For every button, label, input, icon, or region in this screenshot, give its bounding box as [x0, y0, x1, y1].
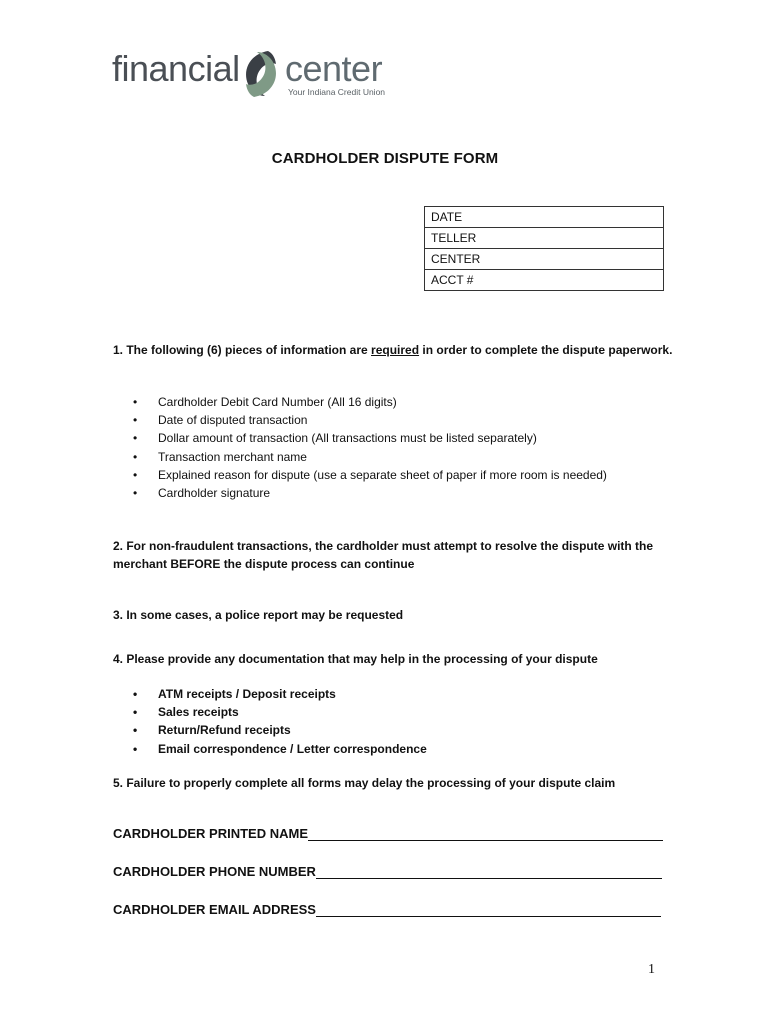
list-item: • Return/Refund receipts — [113, 721, 673, 739]
phone-number-blank[interactable] — [316, 865, 662, 879]
required-info-list — [113, 393, 673, 502]
printed-name-field[interactable] — [113, 826, 663, 841]
list-item: • Cardholder signature — [113, 484, 673, 502]
section-5-warning: 5. Failure to properly complete all forms may delay the processing of your dispute claim — [113, 776, 616, 790]
section-3-instructions: 3. In some cases, a police report may be requested — [113, 608, 404, 622]
office-box-center: CENTER — [425, 249, 663, 270]
section-1-required-emphasis: required — [371, 343, 420, 357]
list-item: • Date of disputed transaction — [113, 411, 673, 429]
phone-number-label: CARDHOLDER PHONE NUMBER — [113, 864, 316, 879]
phone-number-field[interactable] — [113, 864, 662, 879]
page-number: 1 — [648, 962, 655, 977]
logo-word-center: center — [285, 48, 383, 89]
list-item: • Email correspondence / Letter correspondence — [113, 740, 673, 758]
email-address-blank[interactable] — [316, 903, 661, 917]
logo-swirl-icon — [238, 48, 284, 100]
list-item: • Dollar amount of transaction (All transactions must be listed separately) — [113, 429, 673, 447]
list-item: • Sales receipts — [113, 703, 673, 721]
section-1-instructions — [113, 341, 673, 359]
section-1-text-end: in order to complete the dispute paperwork. — [419, 343, 673, 357]
email-address-field[interactable] — [113, 902, 661, 917]
form-title: CARDHOLDER DISPUTE FORM — [271, 150, 499, 167]
printed-name-blank[interactable] — [308, 827, 663, 841]
section-2-instructions: 2. For non-fraudulent transactions, the cardholder must attempt to resolve the dispute with the merchant BEFORE the dispute process can continue — [113, 539, 654, 571]
logo-tagline: Your Indiana Credit Union — [288, 87, 386, 97]
office-box-account: ACCT # — [431, 273, 474, 287]
logo-word-financial: financial — [112, 48, 240, 89]
credit-union-logo — [112, 46, 392, 104]
list-item: • Transaction merchant name — [113, 448, 673, 466]
section-1-text-start: 1. The following (6) pieces of information are — [113, 343, 372, 357]
list-item: • Cardholder Debit Card Number (All 16 digits) — [113, 393, 673, 411]
list-item: • Explained reason for dispute (use a separate sheet of paper if more room is needed) — [113, 466, 673, 484]
section-4-instructions: 4. Please provide any documentation that may help in the processing of your dispute — [113, 652, 598, 666]
documentation-list — [113, 685, 673, 758]
office-use-box — [424, 206, 664, 291]
printed-name-label: CARDHOLDER PRINTED NAME — [113, 826, 308, 841]
email-address-label: CARDHOLDER EMAIL ADDRESS — [113, 902, 316, 917]
office-box-date: DATE — [425, 207, 663, 228]
office-box-teller: TELLER — [425, 228, 663, 249]
list-item: • ATM receipts / Deposit receipts — [113, 685, 673, 703]
